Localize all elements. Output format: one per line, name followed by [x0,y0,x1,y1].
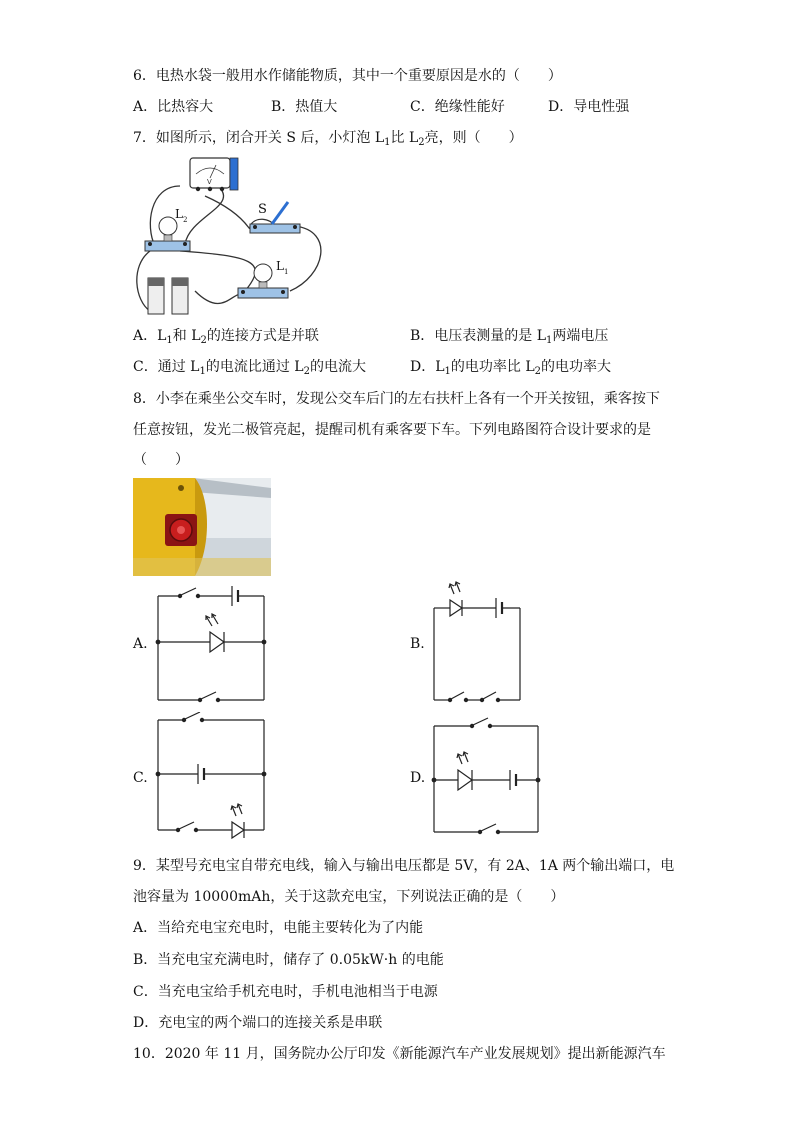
q8-option-a-label: A. [133,636,148,652]
svg-text:1: 1 [284,268,289,276]
q9-stem-line2: 池容量为 10000mAh，关于这款充电宝，下列说法正确的是（ ） [133,889,565,905]
q7-option-a: A．$L_1$和 $L_2$的连接方式是并联 [133,328,319,346]
svg-text:S: S [258,202,267,217]
svg-text:V: V [207,178,212,186]
q8-stem-line1: 8．小李在乘坐公交车时，发现公交车后门的左右扶杆上各有一个开关按钮，乘客按下 [133,391,660,407]
q9-option-b: B．当充电宝充满电时，储存了 0.05kW·h 的电能 [133,952,444,968]
q8-option-c-label: C. [133,770,148,786]
wire [195,291,240,303]
q9-option-a: A．当给充电宝充电时，电能主要转化为了内能 [133,920,424,936]
q8-option-b-label: B. [410,636,425,652]
q7-option-d: D．$L_1$的电功率比 $L_2$的电功率大 [410,359,612,377]
q7-circuit-photo [130,156,330,316]
q10-stem-line1: 10．2020 年 11 月，国务院办公厅印发《新能源汽车产业发展规划》提出新能源汽车 [133,1046,666,1062]
q6-option-d: D．导电性强 [548,99,630,115]
q8-option-a-circuit [152,580,272,705]
q9-option-d: D．充电宝的两个端口的连接关系是串联 [133,1015,383,1031]
q6-option-b: B．热值大 [271,99,338,115]
wire [290,226,321,291]
q9-option-c: C．当充电宝给手机充电时，手机电池相当于电源 [133,984,438,1000]
q7-option-c: C．通过 $L_1$的电流比通过 $L_2$的电流大 [133,359,366,377]
wire [185,186,224,244]
q6-stem: 6．电热水袋一般用水作储能物质，其中一个重要原因是水的（ ） [133,68,562,84]
svg-text:L: L [276,259,284,273]
q8-option-d-label: D. [410,770,426,786]
q9-stem-line1: 9．某型号充电宝自带充电线，输入与输出电压都是 5V，有 2A、1A 两个输出端口，电 [133,858,675,874]
q8-option-d-circuit [428,712,548,842]
svg-text:2: 2 [183,216,188,224]
wire [180,251,255,291]
switch-s-icon [250,202,300,233]
voltmeter-icon [190,158,238,191]
q8-stem-line3: （ ） [133,452,189,468]
q7-stem: 7．如图所示，闭合开关 S 后，小灯泡 $L_1$比 $L_2$亮，则（ ） [133,130,523,148]
q8-option-b-circuit [428,576,528,706]
q6-option-a: A．比热容大 [133,99,214,115]
svg-text:L: L [175,207,183,221]
q8-stem-line2: 任意按钮，发光二极管亮起，提醒司机有乘客要下车。下列电路图符合设计要求的是 [133,422,651,438]
q8-option-c-circuit [152,712,272,842]
q7-option-b: B．电压表测量的是 $L_1$两端电压 [410,328,609,346]
battery-icon [148,278,188,314]
q6-option-c: C．绝缘性能好 [410,99,505,115]
bus-button-photo [133,478,271,576]
lamp-l1-icon [238,259,288,298]
